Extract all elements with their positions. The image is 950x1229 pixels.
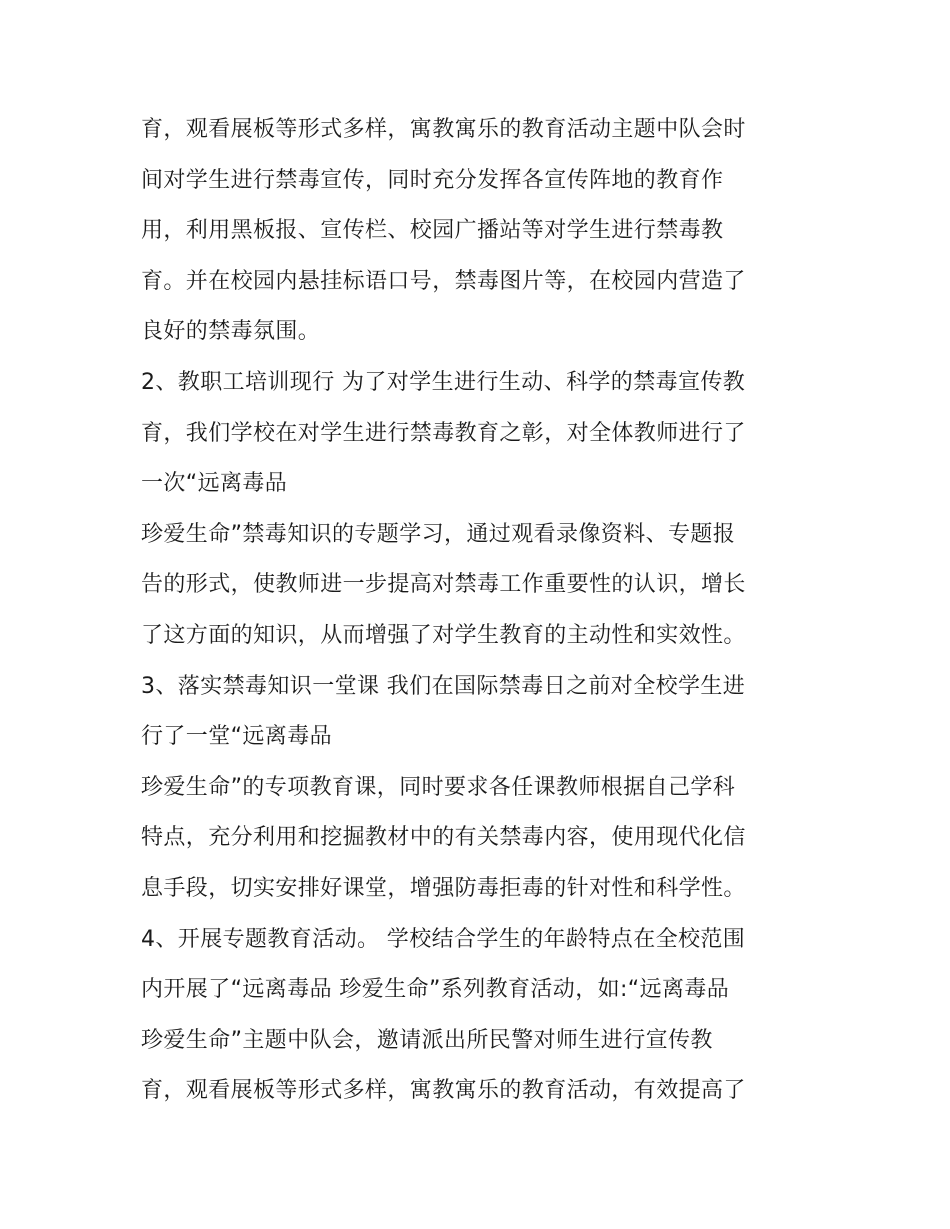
- text-line: 了这方面的知识，从而增强了对学生教育的主动性和实效性。: [141, 622, 746, 648]
- text-line: 息手段，切实安排好课堂，增强防毒拒毒的针对性和科学性。: [141, 875, 746, 901]
- text-line: 内开展了“远离毒品 珍爱生命”系列教育活动，如:“远离毒品: [141, 977, 730, 1003]
- text-line: 4、开展专题教育活动。 学校结合学生的年龄特点在全校范围: [141, 926, 746, 952]
- text-line: 2、教职工培训现行 为了对学生进行生动、科学的禁毒宣传教: [141, 369, 746, 395]
- text-line: 间对学生进行禁毒宣传，同时充分发挥各宣传阵地的教育作: [141, 167, 724, 193]
- text-line: 一次“远离毒品: [141, 471, 288, 497]
- text-line: 育，观看展板等形式多样，寓教寓乐的教育活动主题中队会时: [141, 117, 746, 142]
- text-line: 特点，充分利用和挖掘教材中的有关禁毒内容，使用现代化信: [141, 825, 746, 851]
- text-line: 珍爱生命”禁毒知识的专题学习，通过观看录像资料、专题报: [141, 521, 736, 547]
- text-line: 珍爱生命”的专项教育课，同时要求各任课教师根据自己学科: [141, 774, 736, 800]
- body-text: [141, 105, 831, 1117]
- text-line: 3、落实禁毒知识一堂课 我们在国际禁毒日之前对全校学生进: [141, 673, 746, 699]
- text-line: 良好的禁毒氛围。: [141, 319, 321, 345]
- text-line: 育，我们学校在对学生进行禁毒教育之彰，对全体教师进行了: [141, 420, 746, 446]
- text-line: 育。并在校园内悬挂标语口号，禁毒图片等，在校园内营造了: [141, 268, 746, 294]
- text-line: 珍爱生命”主题中队会，邀请派出所民警对师生进行宣传教: [141, 1027, 713, 1053]
- text-line: 行了一堂“远离毒品: [141, 724, 332, 750]
- text-line: 用，利用黑板报、宣传栏、校园广播站等对学生进行禁毒教: [141, 218, 724, 244]
- text-line: 告的形式，使教师进一步提高对禁毒工作重要性的认识，增长: [141, 572, 746, 598]
- text-line: 育，观看展板等形式多样，寓教寓乐的教育活动，有效提高了: [141, 1078, 746, 1104]
